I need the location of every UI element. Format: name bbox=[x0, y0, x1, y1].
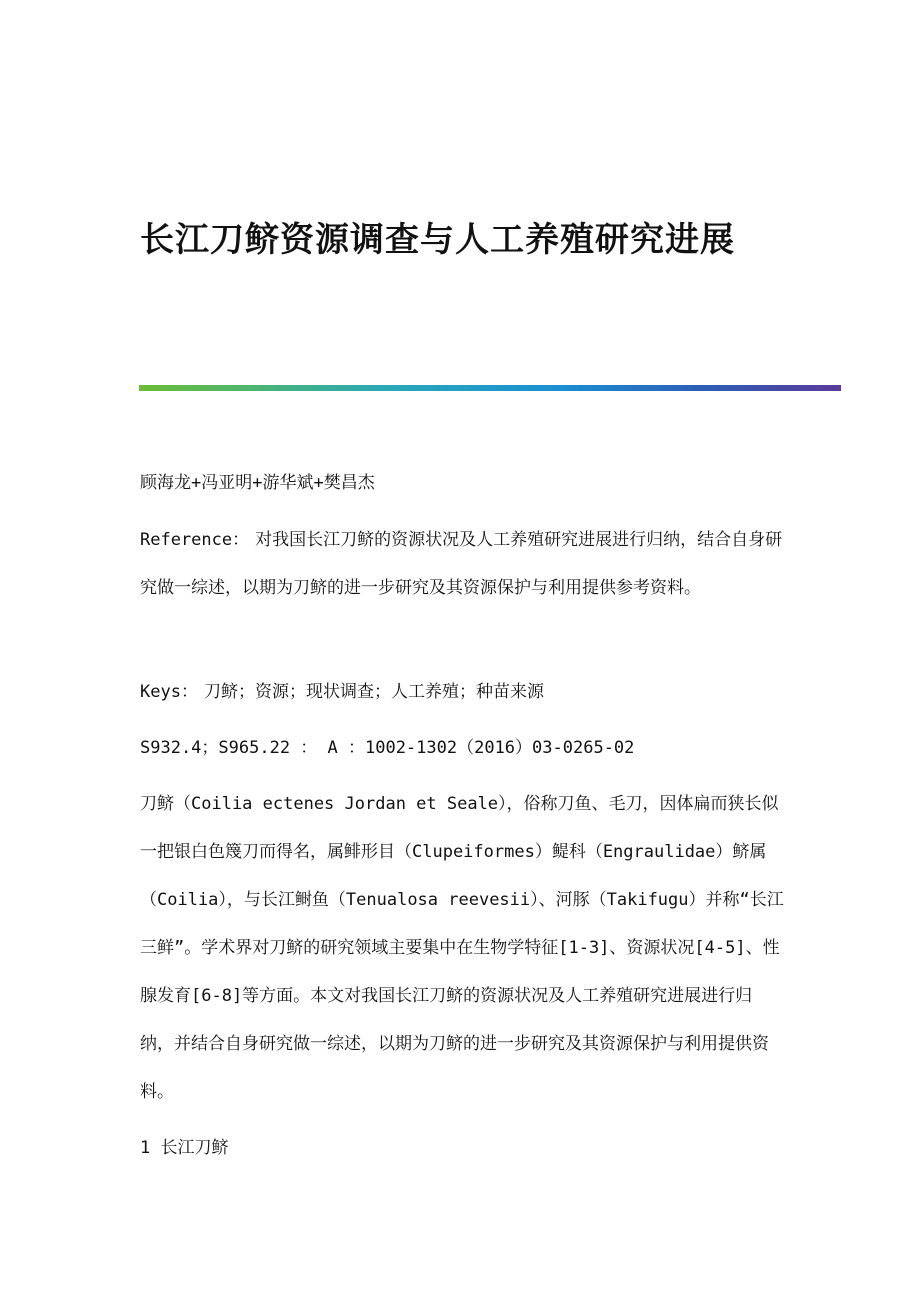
section-heading: 1 长江刀鲚 bbox=[140, 1138, 229, 1158]
intro-paragraph: 刀鲚（Coilia ectenes Jordan et Seale），俗称刀鱼、毛刀，因体扁而狭长似一把银白色篾刀而得名，属鲱形目（Clupeiformes）鳀科（Engraulidae）鲚属（Coilia），与长江鲥鱼（Tenualosa reevesii）、河豚（Takifugu）并称“长江三鲜”。学术界对刀鲚的研究领域主要集中在生物学特征[1-3]、资源状况[4-5]、性腺发育[6-8]等方面。本文对我国长江刀鲚的资源状况及人工养殖研究进展进行归纳，并结合自身研究做一综述，以期为刀鲚的进一步研究及其资源保护与利用提供资料。 bbox=[140, 794, 784, 1102]
author-list: 顾海龙+冯亚明+游华斌+樊昌杰 bbox=[140, 473, 375, 493]
keywords bbox=[140, 668, 785, 716]
title-divider bbox=[139, 385, 841, 391]
classification-line: S932.4；S965.22 ： A ：1002-1302（2016）03-0265-02 bbox=[140, 738, 635, 758]
abstract bbox=[140, 516, 785, 612]
abstract-label: Reference： bbox=[140, 530, 250, 550]
keywords-label: Keys： bbox=[140, 682, 198, 702]
keywords-text: 刀鲚；资源；现状调查；人工养殖；种苗来源 bbox=[203, 682, 544, 702]
document-title: 长江刀鲚资源调查与人工养殖研究进展 bbox=[140, 220, 735, 260]
abstract-text: 对我国长江刀鲚的资源状况及人工养殖研究进展进行归纳，结合自身研究做一综述，以期为刀鲚的进一步研究及其资源保护与利用提供参考资料。 bbox=[140, 530, 783, 598]
